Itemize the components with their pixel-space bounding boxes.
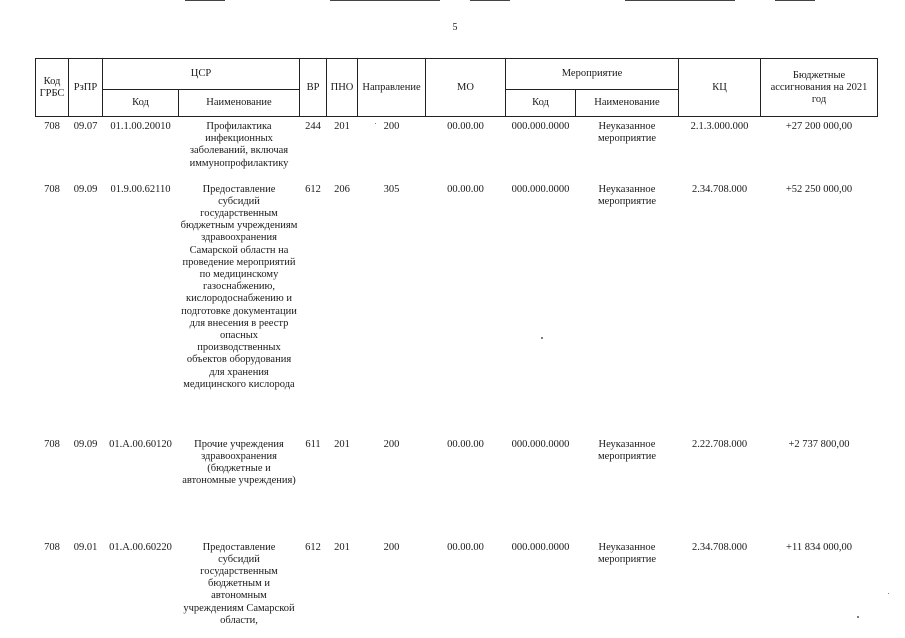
- cell-grbs: 708: [44, 121, 60, 132]
- table-row: [36, 538, 878, 638]
- cell-mer-kod: 000.000.0000: [511, 438, 570, 450]
- page-edge-mark: [330, 0, 440, 1]
- header-csr-kod: Код: [103, 90, 179, 117]
- cell-pno: 201: [334, 121, 350, 132]
- cell-mer-name: Неуказанное мероприятие: [598, 183, 656, 207]
- cell-grbs: 708: [44, 541, 60, 553]
- header-budget: Бюджетные ассигнования на 2021 год: [761, 59, 878, 117]
- page-number: 5: [452, 22, 458, 33]
- cell-csr: 01.9.00.62110: [110, 183, 171, 195]
- cell-pno: 201: [334, 438, 350, 450]
- cell-name: Предоставление субсидий государственным бюджетным учреждениям здравоохранения Самарской областн на проведение мероприятий по медицинскому газоснабжению, кислородоснабжению и подготовке документации для внесения в реестр опасных производственных объектов оборудования для хранения медицинского кислорода: [180, 183, 298, 390]
- header-meropriyatie: Мероприятие: [506, 59, 679, 90]
- cell-rzpr: 09.09: [73, 438, 98, 450]
- page-edge-mark: [185, 0, 225, 1]
- header-rzpr: РзПР: [69, 59, 103, 117]
- header-mo: МО: [426, 59, 506, 117]
- cell-vr: 611: [305, 438, 321, 450]
- table-row: [36, 435, 878, 538]
- cell-napravlenie: 200: [383, 541, 400, 553]
- scan-speck: [888, 593, 889, 594]
- cell-amount: +11 834 000,00: [786, 541, 852, 553]
- budget-table: [35, 58, 878, 638]
- cell-kc: 2.34.708.000: [691, 183, 748, 195]
- header-napravlenie: Направление: [358, 59, 426, 117]
- cell-mo: 00.00.00: [447, 121, 484, 132]
- scan-speck: [375, 123, 376, 124]
- cell-csr: 01.1.00.20010: [110, 121, 171, 132]
- header-kod-grbs: Код ГРБС: [36, 59, 69, 117]
- cell-pno: 206: [334, 183, 350, 195]
- cell-mo: 00.00.00: [447, 438, 484, 450]
- header-mer-name: Наименование: [576, 90, 679, 117]
- cell-kc: 2.22.708.000: [691, 438, 748, 450]
- header-mer-kod: Код: [506, 90, 576, 117]
- cell-amount: +27 200 000,00: [785, 121, 853, 132]
- header-pno: ПНО: [327, 59, 358, 117]
- cell-mo: 00.00.00: [447, 183, 484, 195]
- cell-mer-kod: 000.000.0000: [511, 541, 570, 553]
- cell-napravlenie: 305: [383, 183, 400, 195]
- cell-name: Прочие учреждения здравоохранения (бюджетные и автономные учреждения): [182, 438, 296, 487]
- cell-mer-kod: 000.000.0000: [511, 183, 570, 195]
- table-row: [36, 117, 878, 180]
- cell-rzpr: 09.01: [73, 541, 98, 553]
- page-edge-mark: [625, 0, 735, 1]
- header-csr-name: Наименование: [179, 90, 300, 117]
- cell-vr: 612: [305, 183, 321, 195]
- page-edge-mark: [470, 0, 510, 1]
- cell-name: Профилактика инфекционных заболеваний, включая иммунопрофилактику: [189, 121, 289, 169]
- scan-speck: [857, 616, 859, 618]
- cell-napravlenie: 200: [383, 121, 400, 132]
- table-header-row: [36, 59, 878, 90]
- cell-mo: 00.00.00: [447, 541, 484, 553]
- cell-pno: 201: [334, 541, 350, 553]
- cell-kc: 2.34.708.000: [691, 541, 748, 553]
- header-csr: ЦСР: [103, 59, 300, 90]
- cell-vr: 612: [305, 541, 321, 553]
- cell-kc: 2.1.3.000.000: [690, 121, 749, 132]
- cell-mer-name: Неуказанное мероприятие: [598, 438, 656, 462]
- scan-speck: [541, 337, 543, 339]
- cell-napravlenie: 200: [383, 438, 400, 450]
- cell-mer-name: Неуказанное мероприятие: [598, 121, 656, 145]
- header-vr: ВР: [300, 59, 327, 117]
- cell-vr: 244: [305, 121, 321, 132]
- cell-csr: 01.А.00.60220: [109, 541, 172, 553]
- cell-grbs: 708: [44, 183, 60, 195]
- cell-csr: 01.А.00.60120: [109, 438, 172, 450]
- page-edge-mark: [775, 0, 815, 1]
- cell-amount: +52 250 000,00: [785, 183, 853, 195]
- header-kc: КЦ: [679, 59, 761, 117]
- table-row: [36, 180, 878, 435]
- cell-mer-name: Неуказанное мероприятие: [598, 541, 656, 565]
- cell-amount: +2 737 800,00: [788, 438, 850, 450]
- cell-name: Предоставление субсидий государственным бюджетным и автономным учреждениям Самарской области,: [183, 541, 295, 626]
- cell-rzpr: 09.07: [73, 121, 98, 132]
- cell-mer-kod: 000.000.0000: [511, 121, 570, 132]
- cell-grbs: 708: [44, 438, 60, 450]
- cell-rzpr: 09.09: [73, 183, 98, 195]
